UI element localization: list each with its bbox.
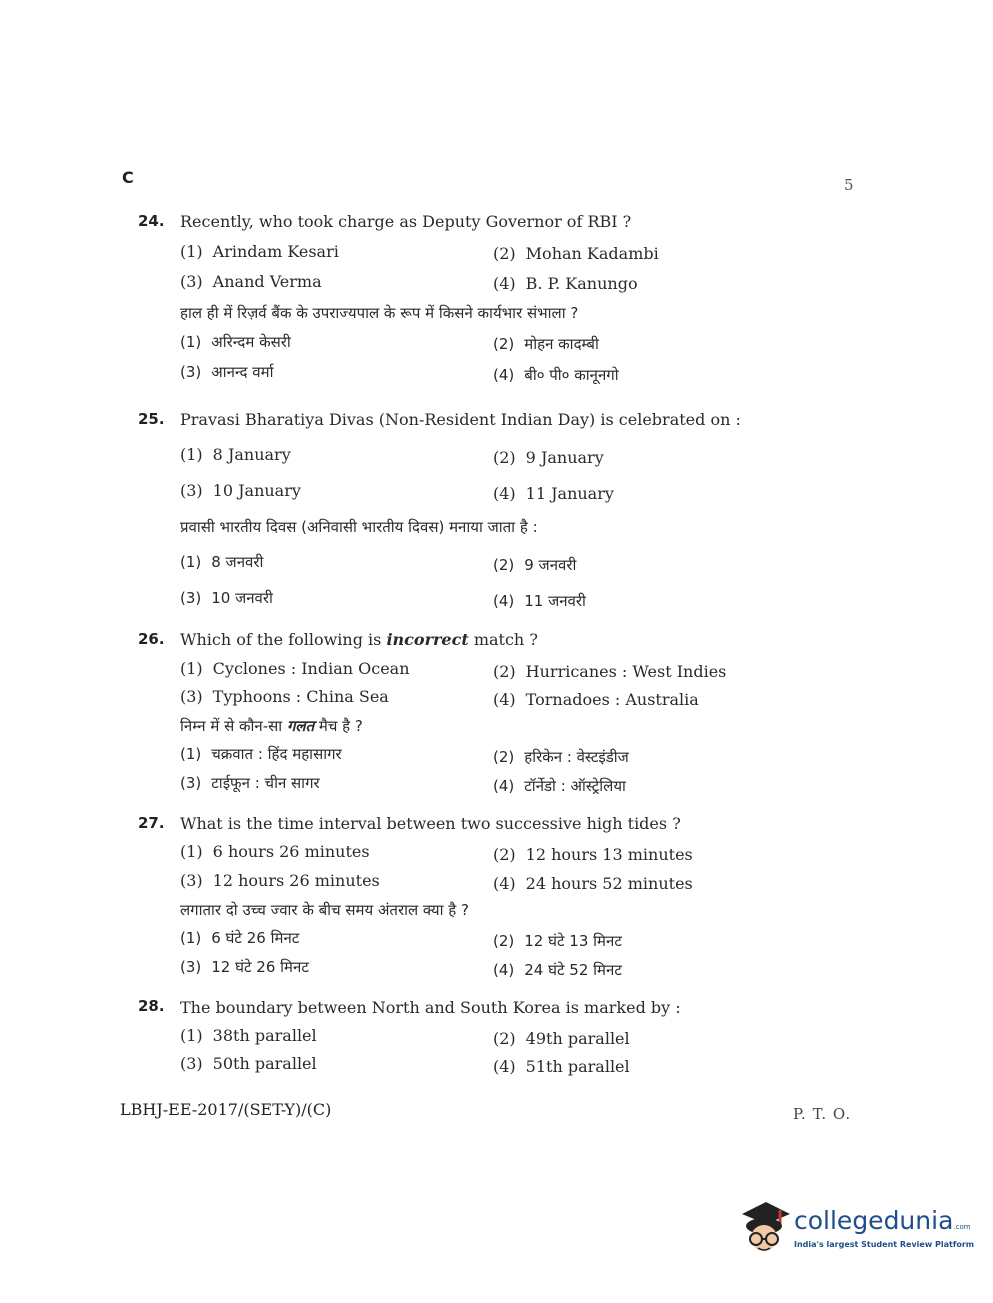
option-number: (3) xyxy=(180,589,202,607)
question-text-part: Which of the following is xyxy=(180,630,387,649)
option xyxy=(180,842,370,861)
option-number: (4) xyxy=(493,961,515,979)
option-number: (3) xyxy=(180,871,203,890)
option-text: B. P. Kanungo xyxy=(525,274,638,293)
option-number: (4) xyxy=(493,366,515,384)
option xyxy=(493,1057,630,1076)
option-text: Arindam Kesari xyxy=(212,242,339,261)
option xyxy=(493,662,726,681)
option xyxy=(493,555,576,575)
option-number: (1) xyxy=(180,445,203,464)
option xyxy=(180,659,410,678)
logo-tagline: India's largest Student Review Platform xyxy=(794,1240,975,1249)
option-text: 12 hours 26 minutes xyxy=(212,871,380,890)
option xyxy=(493,960,622,980)
question-text-en: Pravasi Bharatiya Divas (Non-Resident Indian Day) is celebrated on : xyxy=(180,410,741,429)
question-text-en: Recently, who took charge as Deputy Governor of RBI ? xyxy=(180,212,632,231)
option xyxy=(180,332,291,352)
option xyxy=(180,687,389,706)
option-number: (2) xyxy=(493,556,515,574)
emphasized-word: incorrect xyxy=(386,630,469,649)
collegedunia-logo xyxy=(736,1196,975,1266)
option-number: (3) xyxy=(180,272,203,291)
emphasized-word: गलत xyxy=(286,717,315,735)
option xyxy=(493,845,693,864)
option-number: (4) xyxy=(493,690,516,709)
option-number: (3) xyxy=(180,958,202,976)
option-number: (3) xyxy=(180,363,202,381)
option xyxy=(180,588,273,608)
question-number: 28. xyxy=(138,997,165,1015)
option xyxy=(493,747,629,767)
option-text: अरिन्दम केसरी xyxy=(211,333,291,351)
option xyxy=(180,362,273,382)
option-number: (1) xyxy=(180,929,202,947)
option xyxy=(180,272,322,291)
question-text-part: मैच है ? xyxy=(314,717,363,735)
option-text: टाईफून : चीन सागर xyxy=(211,774,320,792)
logo-suffix: .com xyxy=(953,1223,971,1231)
option xyxy=(180,773,320,793)
option-number: (2) xyxy=(493,662,516,681)
question-number: 24. xyxy=(138,212,165,230)
option-number: (1) xyxy=(180,745,202,763)
option-number: (2) xyxy=(493,448,516,467)
option-number: (1) xyxy=(180,842,203,861)
option-number: (1) xyxy=(180,333,202,351)
option-number: (1) xyxy=(180,659,203,678)
option-number: (1) xyxy=(180,553,202,571)
option xyxy=(493,274,638,293)
option-number: (1) xyxy=(180,242,203,261)
option xyxy=(493,874,693,893)
option-number: (4) xyxy=(493,592,515,610)
option xyxy=(180,445,291,464)
option-number: (4) xyxy=(493,1057,516,1076)
option xyxy=(180,957,309,977)
option-text: 11 जनवरी xyxy=(524,592,586,610)
option-text: 49th parallel xyxy=(525,1029,630,1048)
question-text-en: What is the time interval between two successive high tides ? xyxy=(180,814,681,833)
question-number: 27. xyxy=(138,814,165,832)
option-text: Anand Verma xyxy=(212,272,322,291)
option xyxy=(493,591,586,611)
question-text-hi: हाल ही में रिज़र्व बैंक के उपराज्यपाल के रूप में किसने कार्यभार संभाला ? xyxy=(180,304,579,322)
option-text: 10 January xyxy=(212,481,301,500)
question-text-hi xyxy=(180,716,363,736)
option-text: आनन्द वर्मा xyxy=(211,363,274,381)
option-number: (2) xyxy=(493,335,515,353)
option xyxy=(493,1029,630,1048)
option xyxy=(493,931,622,951)
option xyxy=(180,1026,317,1045)
logo-name: collegedunia xyxy=(794,1206,954,1235)
question-text-part: निम्न में से कौन-सा xyxy=(180,717,287,735)
option-text: चक्रवात : हिंद महासागर xyxy=(211,745,342,763)
option-text: 24 hours 52 minutes xyxy=(525,874,693,893)
option xyxy=(180,481,301,500)
option-text: मोहन कादम्बी xyxy=(524,335,599,353)
question-text-part: match ? xyxy=(468,630,538,649)
option xyxy=(493,448,604,467)
option xyxy=(180,242,339,261)
option-text: 9 January xyxy=(525,448,604,467)
option-text: 12 घंटे 26 मिनट xyxy=(211,958,309,976)
option-number: (4) xyxy=(493,777,515,795)
option xyxy=(180,744,342,764)
option-number: (2) xyxy=(493,1029,516,1048)
question-text-hi: प्रवासी भारतीय दिवस (अनिवासी भारतीय दिवस) मनाया जाता है : xyxy=(180,518,538,536)
option-text: 38th parallel xyxy=(212,1026,317,1045)
option-text: Mohan Kadambi xyxy=(525,244,659,263)
question-number: 25. xyxy=(138,410,165,428)
option-text: 6 hours 26 minutes xyxy=(212,842,370,861)
option-number: (1) xyxy=(180,1026,203,1045)
question-text-en xyxy=(180,630,538,649)
option-number: (3) xyxy=(180,774,202,792)
option-number: (3) xyxy=(180,687,203,706)
option-text: Cyclones : Indian Ocean xyxy=(212,659,410,678)
option-text: 50th parallel xyxy=(212,1054,317,1073)
option-text: 8 January xyxy=(212,445,291,464)
option-text: 51th parallel xyxy=(525,1057,630,1076)
option-number: (2) xyxy=(493,932,515,950)
option xyxy=(493,690,699,709)
option xyxy=(180,1054,317,1073)
option-text: 10 जनवरी xyxy=(211,589,273,607)
logo-wordmark xyxy=(794,1206,971,1235)
pto-label: P. T. O. xyxy=(793,1105,852,1123)
option-number: (4) xyxy=(493,274,516,293)
option-text: Typhoons : China Sea xyxy=(212,687,389,706)
option xyxy=(180,552,263,572)
question-number: 26. xyxy=(138,630,165,648)
option-number: (3) xyxy=(180,481,203,500)
option-number: (2) xyxy=(493,845,516,864)
option-text: 8 जनवरी xyxy=(211,553,264,571)
option-text: 24 घंटे 52 मिनट xyxy=(524,961,622,979)
option xyxy=(180,871,380,890)
option-text: 9 जनवरी xyxy=(524,556,577,574)
option-text: 12 घंटे 13 मिनट xyxy=(524,932,622,950)
option xyxy=(493,776,626,796)
option xyxy=(493,484,614,503)
option-number: (4) xyxy=(493,874,516,893)
option-number: (2) xyxy=(493,748,515,766)
option-text: हरिकेन : वेस्टइंडीज xyxy=(524,748,629,766)
page-number: 5 xyxy=(844,176,854,194)
option xyxy=(493,244,659,263)
question-text-hi: लगातार दो उच्च ज्वार के बीच समय अंतराल क्या है ? xyxy=(180,901,469,919)
option-number: (3) xyxy=(180,1054,203,1073)
option-number: (4) xyxy=(493,484,516,503)
option-text: 12 hours 13 minutes xyxy=(525,845,693,864)
option-text: 11 January xyxy=(525,484,614,503)
series-label: C xyxy=(122,168,134,187)
option xyxy=(180,928,299,948)
option-text: टॉर्नेडो : ऑस्ट्रेलिया xyxy=(524,777,626,795)
option-text: बी० पी० कानूनगो xyxy=(524,366,619,384)
option-text: 6 घंटे 26 मिनट xyxy=(211,929,300,947)
option-number: (2) xyxy=(493,244,516,263)
paper-code: LBHJ-EE-2017/(SET-Y)/(C) xyxy=(120,1100,332,1119)
option-text: Tornadoes : Australia xyxy=(525,690,699,709)
option xyxy=(493,365,619,385)
mascot-icon xyxy=(736,1196,794,1260)
option-text: Hurricanes : West Indies xyxy=(525,662,727,681)
question-text-en: The boundary between North and South Korea is marked by : xyxy=(180,998,681,1017)
option xyxy=(493,334,599,354)
